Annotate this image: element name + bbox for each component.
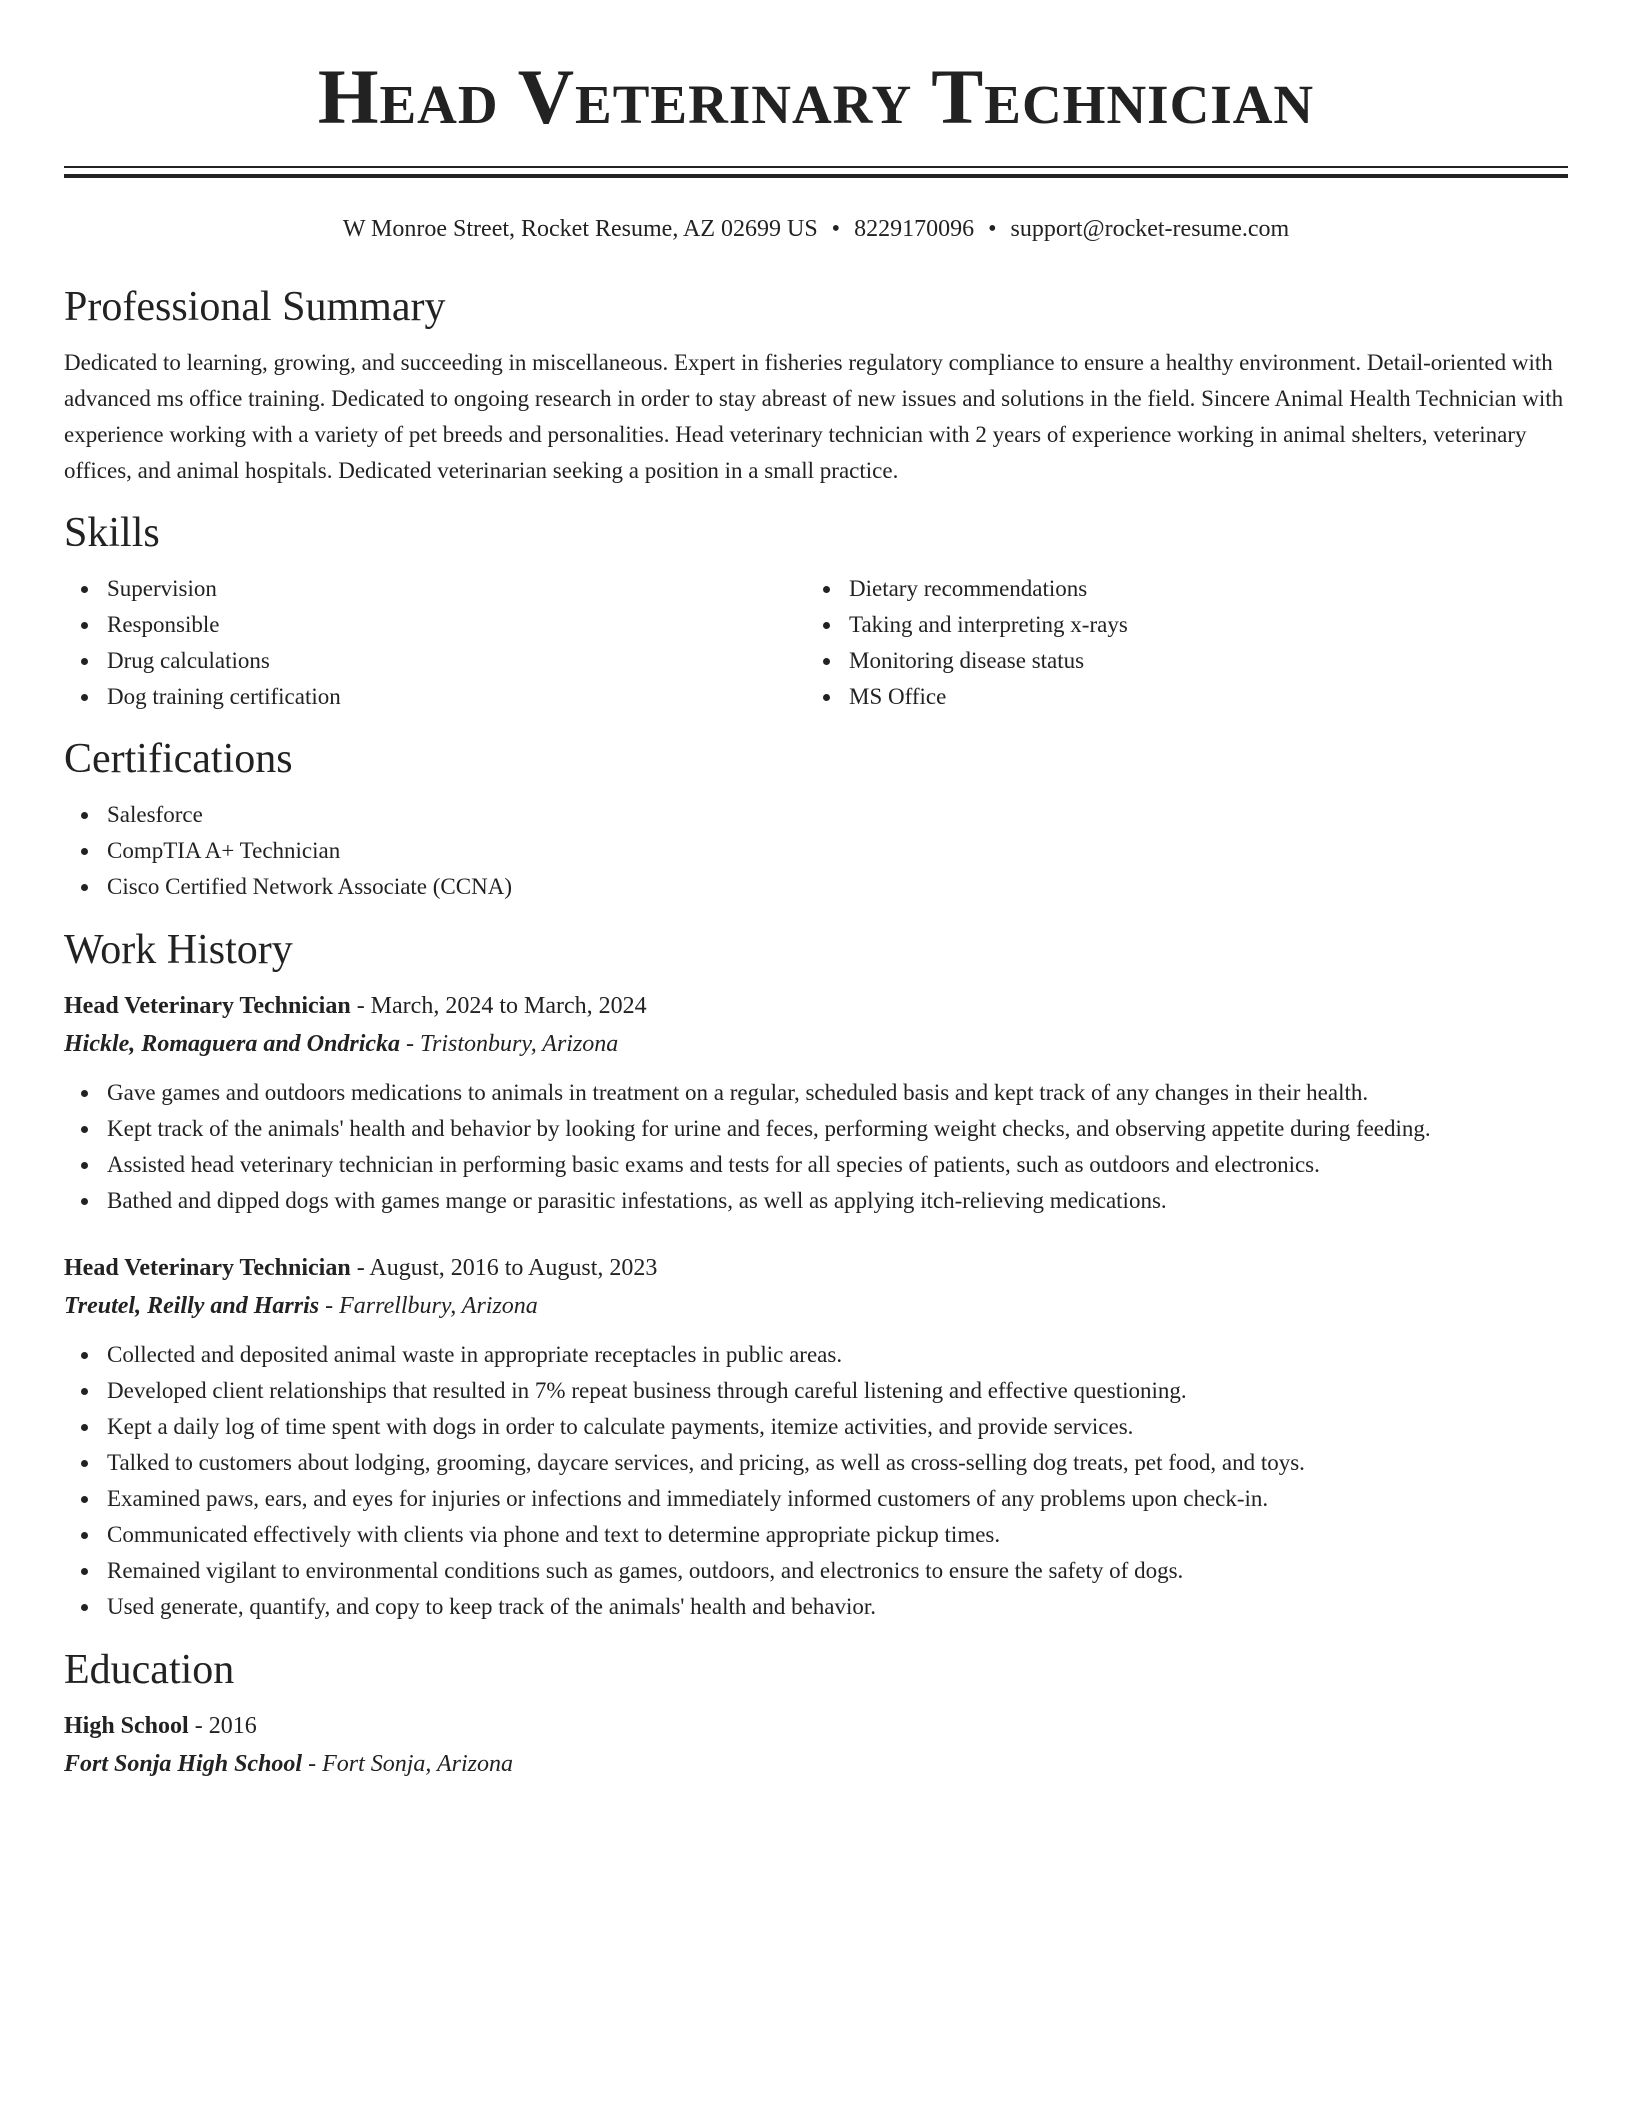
certification-item: Salesforce: [64, 797, 1568, 833]
skills-left-list: [64, 571, 806, 715]
skill-item: Dietary recommendations: [806, 571, 1548, 607]
summary-text: Dedicated to learning, growing, and succeeding in miscellaneous. Expert in fisheries regulatory compliance to ensure a healthy environment. Detail-oriented with advanced ms office training. Dedicated to ongoing research in order to stay abreast of new issues and solutions in the field. Sincere Animal Health Technician with experience working with a variety of pet breeds and personalities. Head veterinary technician with 2 years of experience working in animal shelters, veterinary offices, and animal hospitals. Dedicated veterinarian seeking a position in a small practice.: [64, 350, 1564, 483]
education-degree: High School: [64, 1713, 189, 1739]
job-title: Head Veterinary Technician: [64, 993, 351, 1019]
job-bullet: Communicated effectively with clients via phone and text to determine appropriate pickup times.: [64, 1517, 1568, 1553]
education-location: - Fort Sonja, Arizona: [302, 1751, 513, 1777]
job-bullet: Remained vigilant to environmental conditions such as games, outdoors, and electronics to ensure the safety of dogs.: [64, 1553, 1568, 1589]
job-title-line: [64, 1249, 1568, 1287]
job-company: Treutel, Reilly and Harris: [64, 1293, 320, 1319]
job-bullet: Kept a daily log of time spent with dogs in order to calculate payments, itemize activities, and provide services.: [64, 1409, 1568, 1445]
job-bullets: [64, 1337, 1568, 1625]
job-bullet: Developed client relationships that resulted in 7% repeat business through careful listening and effective questioning.: [64, 1373, 1568, 1409]
job-company-line: [64, 1287, 1568, 1325]
education-heading: Education: [64, 1647, 235, 1693]
job-bullet: Kept track of the animals' health and behavior by looking for urine and feces, performing weight checks, and observing appetite during feeding.: [64, 1111, 1568, 1147]
job-title: Head Veterinary Technician: [64, 1255, 351, 1281]
contact-address: W Monroe Street, Rocket Resume, AZ 02699 US: [342, 216, 818, 242]
job-company-line: [64, 1025, 1568, 1063]
job-dates: - August, 2016 to August, 2023: [350, 1255, 658, 1281]
contact-separator: •: [988, 216, 997, 242]
education-degree-line: [64, 1707, 1568, 1745]
skills-columns: [64, 571, 1568, 715]
job-dates: - March, 2024 to March, 2024: [350, 993, 647, 1019]
title-divider-thin: [64, 166, 1568, 168]
job-bullet: Bathed and dipped dogs with games mange or parasitic infestations, as well as applying itch-relieving medications.: [64, 1183, 1568, 1219]
job-bullet: Examined paws, ears, and eyes for injuries or infections and immediately informed customers of any problems upon check-in.: [64, 1481, 1568, 1517]
skill-item: Taking and interpreting x-rays: [806, 607, 1548, 643]
education-year: - 2016: [188, 1713, 257, 1739]
education-school-line: [64, 1745, 1568, 1783]
resume-page: [64, 0, 1568, 1783]
education-school: Fort Sonja High School: [64, 1751, 303, 1777]
skill-item: Monitoring disease status: [806, 643, 1548, 679]
skill-item: Responsible: [64, 607, 806, 643]
contact-line: [64, 214, 1568, 244]
job-bullet: Used generate, quantify, and copy to keep track of the animals' health and behavior.: [64, 1589, 1568, 1625]
title-divider-thick: [64, 174, 1568, 178]
skills-right-list: [806, 571, 1548, 715]
certifications-list: [64, 797, 1568, 905]
skill-item: MS Office: [806, 679, 1548, 715]
summary-heading: Professional Summary: [64, 284, 446, 330]
job-bullet: Assisted head veterinary technician in performing basic exams and tests for all species of patients, such as outdoors and electronics.: [64, 1147, 1568, 1183]
job-location: - Tristonbury, Arizona: [400, 1031, 619, 1057]
job-company: Hickle, Romaguera and Ondricka: [64, 1031, 401, 1057]
skill-item: Supervision: [64, 571, 806, 607]
skill-item: Dog training certification: [64, 679, 806, 715]
work-history-heading: Work History: [64, 927, 293, 973]
job-bullet: Talked to customers about lodging, grooming, daycare services, and pricing, as well as cross-selling dog treats, pet food, and toys.: [64, 1445, 1568, 1481]
job-bullet: Gave games and outdoors medications to animals in treatment on a regular, scheduled basis and kept track of any changes in their health.: [64, 1075, 1568, 1111]
job-bullets: [64, 1075, 1568, 1219]
contact-phone: 8229170096: [854, 216, 975, 242]
skill-item: Drug calculations: [64, 643, 806, 679]
skills-heading: Skills: [64, 510, 160, 556]
certification-item: Cisco Certified Network Associate (CCNA): [64, 869, 1568, 905]
job-bullet: Collected and deposited animal waste in appropriate receptacles in public areas.: [64, 1337, 1568, 1373]
job-entry: [64, 987, 1568, 1219]
job-title-line: [64, 987, 1568, 1025]
certification-item: CompTIA A+ Technician: [64, 833, 1568, 869]
contact-email: support@rocket-resume.com: [1010, 216, 1290, 242]
contact-separator: •: [831, 216, 841, 242]
job-location: - Farrellbury, Arizona: [319, 1293, 538, 1319]
resume-title: Head Veterinary Technician: [317, 53, 1315, 140]
education-entry: [64, 1707, 1568, 1783]
job-entry: [64, 1249, 1568, 1625]
certifications-heading: Certifications: [64, 736, 293, 782]
